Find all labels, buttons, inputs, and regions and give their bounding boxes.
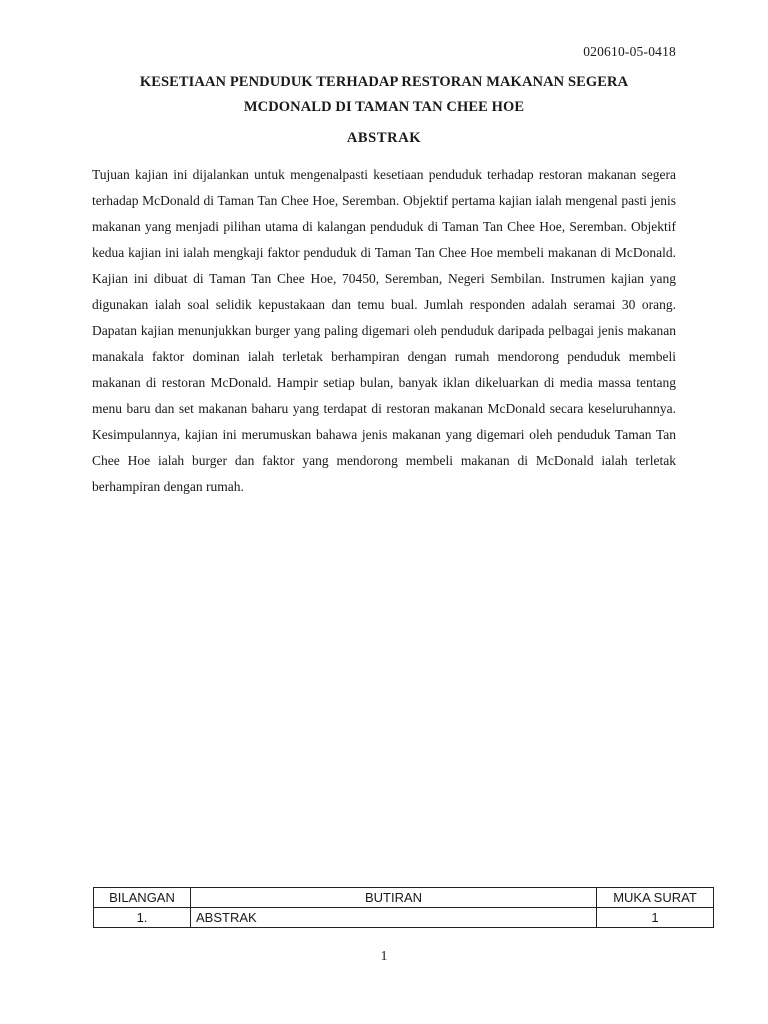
header-details: BUTIRAN <box>191 888 597 908</box>
header-page: MUKA SURAT <box>597 888 714 908</box>
table-row <box>94 908 714 928</box>
abstract-paragraph: Tujuan kajian ini dijalankan untuk mengenalpasti kesetiaan penduduk terhadap restoran makanan segera terhadap McDonald di Taman Tan Chee Hoe, Seremban. Objektif pertama kajian ialah mengenal pasti jenis makanan yang menjadi pilihan utama di kalangan penduduk di Taman Tan Chee Hoe, Seremban. Objektif kedua kajian ini ialah mengkaji faktor penduduk di Taman Tan Chee Hoe membeli makanan di McDonald. Kajian ini dibuat di Taman Tan Chee Hoe, 70450, Seremban, Negeri Sembilan. Instrumen kajian yang digunakan ialah soal selidik kepustakaan dan temu bual. Jumlah responden adalah seramai 30 orang. Dapatan kajian menunjukkan burger yang paling digemari oleh penduduk daripada pelbagai jenis makanan manakala faktor dominan ialah terletak berhampiran dengan rumah mendorong penduduk membeli makanan di restoran McDonald. Hampir setiap bulan, banyak iklan dikeluarkan di media massa tentang menu baru dan set makanan baharu yang terdapat di restoran makanan McDonald secara keseluruhannya. Kesimpulannya, kajian ini merumuskan bahawa jenis makanan yang digemari oleh penduduk Taman Tan Chee Hoe ialah burger dan faktor yang mendorong membeli makanan di McDonald ialah terletak berhampiran dengan rumah. <box>92 167 676 494</box>
cell-number: 1. <box>94 908 191 928</box>
title-line-2: MCDONALD DI TAMAN TAN CHEE HOE <box>243 99 525 115</box>
page-number: 1 <box>380 948 388 963</box>
cell-details: ABSTRAK <box>191 908 597 928</box>
table-of-contents <box>93 887 714 928</box>
header-number: BILANGAN <box>94 888 191 908</box>
cell-page: 1 <box>597 908 714 928</box>
section-heading: ABSTRAK <box>346 130 422 146</box>
table-header-row <box>94 888 714 908</box>
document-id-code: 020610-05-0418 <box>583 44 676 59</box>
document-title <box>92 70 676 120</box>
title-line-1: KESETIAAN PENDUDUK TERHADAP RESTORAN MAKANAN SEGERA <box>139 74 629 90</box>
